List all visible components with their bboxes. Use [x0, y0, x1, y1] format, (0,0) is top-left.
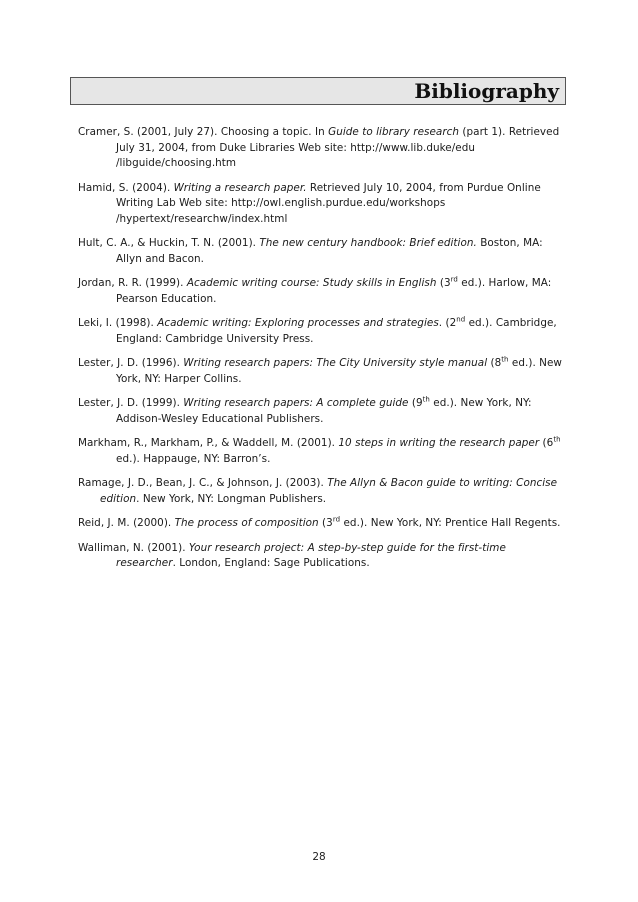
entry-text: Ramage, J. D., Bean, J. C., & Johnson, J. (2003).: [78, 477, 328, 489]
work-title: Writing a research paper.: [173, 181, 307, 194]
entry-text: (part 1). Retrieved July 31, 2004, from Duke Libraries Web site: http://www.lib.duke/edu /libguide/choosing.htm: [116, 126, 560, 169]
bibliography-list: [78, 125, 566, 581]
work-title: The new century handbook: Brief edition.: [259, 237, 477, 249]
entry-text: Boston, MA: Allyn and Bacon.: [116, 237, 543, 265]
entry-text: Cramer, S. (2001, July 27). Choosing a topic. In: [78, 126, 329, 138]
entry-text: Jordan, R. R. (1999).: [78, 277, 187, 289]
bibliography-entry: [78, 236, 566, 267]
bibliography-heading-box: [70, 77, 566, 105]
entry-text: . New York, NY: Longman Publishers.: [136, 492, 327, 505]
work-title: 10 steps in writing the research paper: [338, 437, 540, 449]
bibliography-entry: [78, 476, 566, 507]
bibliography-entry: [78, 516, 566, 532]
bibliography-entry: [78, 181, 566, 228]
bibliography-entry: [78, 436, 566, 467]
bibliography-entry: [78, 541, 566, 572]
work-title: The process of composition: [174, 517, 319, 529]
ordinal-suffix: rd: [450, 275, 458, 284]
ordinal-suffix: th: [422, 395, 430, 404]
entry-text: ed.). Happauge, NY: Barron’s.: [116, 452, 271, 465]
entry-text: Lester, J. D. (1999).: [78, 397, 184, 409]
bibliography-entry: [78, 396, 566, 427]
entry-text: Leki, I. (1998).: [78, 317, 158, 329]
entry-text: (9: [408, 397, 423, 409]
entry-text: ed.). Cambridge, England: Cambridge University Press.: [116, 317, 557, 345]
entry-text: (3: [436, 277, 451, 289]
entry-text: (3: [318, 517, 333, 529]
work-title: Academic writing: Exploring processes and strategies: [157, 317, 439, 329]
work-title: Your research project: A step-by-step guide for the first-time researcher: [116, 541, 506, 569]
work-title: Guide to library research: [328, 126, 460, 138]
page-title: Bibliography: [414, 79, 559, 103]
bibliography-entry: [78, 356, 566, 387]
bibliography-entry: [78, 276, 566, 307]
page-number: 28: [312, 851, 326, 863]
entry-text: Markham, R., Markham, P., & Waddell, M. (2001).: [78, 437, 339, 449]
work-title: Writing research papers: A complete guide: [183, 397, 409, 409]
ordinal-suffix: th: [553, 435, 561, 444]
entry-text: . London, England: Sage Publications.: [172, 557, 370, 569]
work-title: The Allyn & Bacon guide to writing: Concise edition: [100, 477, 558, 505]
entry-text: Lester, J. D. (1996).: [78, 357, 184, 369]
bibliography-entry: [78, 125, 566, 172]
entry-text: ed.). New York, NY: Addison-Wesley Educational Publishers.: [116, 397, 532, 425]
entry-text: Reid, J. M. (2000).: [78, 517, 175, 529]
entry-text: Retrieved July 10, 2004, from Purdue Online Writing Lab Web site: http://owl.english.purdue.edu/workshops /hypertext/researchw/index.html: [116, 181, 541, 225]
ordinal-suffix: nd: [456, 315, 466, 324]
entry-text: Hult, C. A., & Huckin, T. N. (2001).: [78, 237, 260, 249]
entry-text: ed.). New York, NY: Prentice Hall Regents.: [340, 517, 561, 529]
entry-text: ed.). Harlow, MA: Pearson Education.: [116, 277, 552, 305]
ordinal-suffix: th: [501, 355, 509, 364]
entry-text: Walliman, N. (2001).: [78, 541, 189, 554]
entry-text: ed.). New York, NY: Harper Collins.: [116, 357, 562, 385]
entry-text: (6: [539, 437, 554, 449]
work-title: Writing research papers: The City University style manual: [183, 357, 488, 369]
entry-text: (8: [487, 357, 502, 369]
entry-text: Hamid, S. (2004).: [78, 181, 174, 194]
entry-text: . (2: [438, 317, 457, 329]
work-title: Academic writing course: Study skills in English: [186, 277, 437, 289]
ordinal-suffix: rd: [332, 515, 341, 524]
bibliography-entry: [78, 316, 566, 347]
